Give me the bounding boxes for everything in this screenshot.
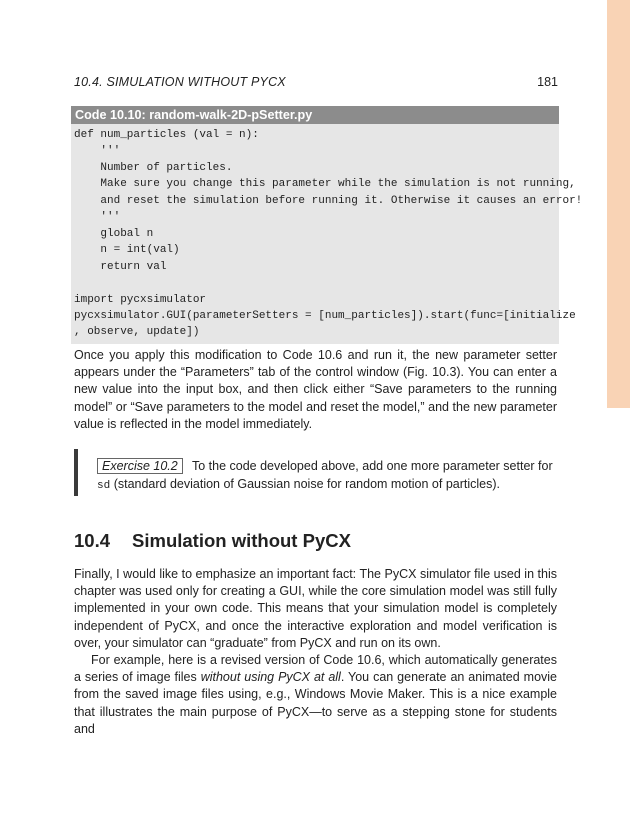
paragraph-3-before: For example, here is a revised version of Code 10.6, which automatically generates a series of image files [74, 653, 557, 685]
body-paragraph-2: Finally, I would like to emphasize an important fact: The PyCX simulator file used in this chapter was used only for creating a GUI, while the core simulation model was still fully implemented in your own code. This means that your simulation model is completely independent of PyCX, and once the interactive exploration and model verification is over, your simulator can “graduate” from PyCX and run on its own. [74, 567, 557, 650]
paragraph-3-emphasis: without using PyCX at all [200, 670, 341, 685]
exercise-text-after: (standard deviation of Gaussian noise for random motion of particles). [113, 476, 500, 491]
code-line: and reset the simulation before running it. Otherwise it causes an error! [74, 194, 583, 207]
running-header-title: 10.4. SIMULATION WITHOUT PYCX [74, 75, 286, 89]
exercise-left-bar [74, 449, 78, 496]
body-paragraph-3 [74, 652, 557, 738]
code-line: ''' [74, 211, 121, 224]
section-number: 10.4 [74, 530, 111, 551]
code-listing [71, 106, 583, 344]
code-line: import pycxsimulator [74, 293, 207, 306]
code-line: n = int(val) [74, 244, 180, 257]
chapter-side-tab [607, 0, 630, 408]
section-title: Simulation without PyCX [132, 530, 351, 551]
exercise-text [97, 458, 557, 495]
paragraph-3-after: . You can generate an animated movie from the saved image files using, e.g., Windows Movie Maker. This is a nice example that illustrates the main purpose of PyCX—to serve as a stepping stone for students and [74, 670, 557, 736]
running-header [74, 75, 558, 89]
code-line: ''' [74, 145, 121, 158]
body-paragraph-1: Once you apply this modification to Code 10.6 and run it, the new parameter setter appears under the “Parameters” tab of the control window (Fig. 10.3). You can enter a new value into the input box, and then click either “Save parameters to the running model” or “Save parameters to the model and reset the model,” and the new parameter value is reflected in the model immediately. [74, 348, 557, 431]
code-listing-caption: Code 10.10: random-walk-2D-pSetter.py [71, 106, 559, 124]
exercise-inline-code: sd [97, 479, 111, 492]
exercise-box [74, 449, 557, 496]
section-heading [74, 530, 351, 552]
code-line: , observe, update]) [74, 326, 200, 339]
code-line: Number of particles. [74, 161, 233, 174]
page-number: 181 [537, 75, 558, 89]
code-line: return val [74, 260, 167, 273]
code-line: global n [74, 227, 154, 240]
code-line: Make sure you change this parameter while the simulation is not running, [74, 178, 576, 191]
code-line: def num_particles (val = n): [74, 129, 259, 141]
exercise-text-before: To the code developed above, add one more parameter setter for [191, 459, 553, 473]
exercise-label: Exercise 10.2 [97, 458, 183, 474]
code-listing-body [71, 124, 583, 341]
code-line: pycxsimulator.GUI(parameterSetters = [num_particles]).start(func=[initialize [74, 309, 576, 322]
